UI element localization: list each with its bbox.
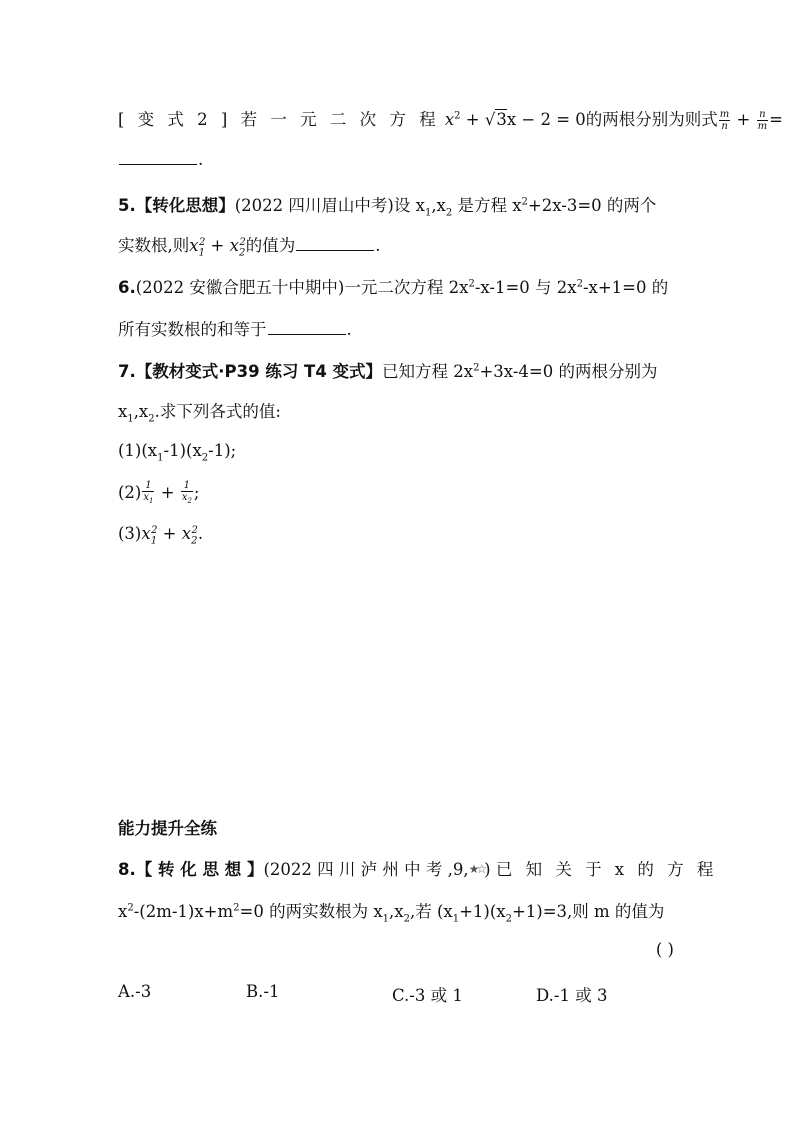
choice-d[interactable]: D.-1 或 3 [536,986,608,1005]
variant2-eq-plus: + [460,110,485,129]
q7-number: 7. [118,362,136,381]
q8-line2g: +1)=3,则 m 的值为 [511,902,665,921]
q8-source-b: ) [484,860,491,879]
variant2-equals: = [769,110,783,129]
q7-tag: 【教材变式·P39 练习 T4 变式】 [135,362,383,381]
q6-line1: 6.(2022 安徽合肥五十中期中)一元二次方程 $2x^2-x-1=0$ 与 $2x^2-x+1=0$ 的 [118,278,669,297]
q5-sub1: 1 [424,207,432,219]
q7-line2c: .求下列各式的值: [154,402,281,421]
q8-line2c: =0 的两实数根为 x [239,902,383,921]
answer-blank[interactable] [268,333,346,335]
q7-text1: 已知方程 2x [382,362,474,381]
answer-blank[interactable] [119,163,197,165]
q7-line2b: ,x [133,402,149,421]
q6-period: . [346,320,352,339]
q5-expr-x1: x [189,236,199,255]
q7-p3: (3) [118,524,142,543]
variant2-line [118,106,783,132]
q8-source-a: (2022 四 川 泸 州 中 考 ,9, [263,860,469,879]
fraction-1-x2: $\frac{1}{x_2}$ [181,480,192,505]
star-icon: ★☆ [468,862,485,876]
variant2-sup: 2 [454,110,461,122]
q5-text2: 是方程 x [452,196,522,215]
q5-expr-x2: x [229,236,239,255]
q7-p1c: -1); [208,441,237,460]
choice-a[interactable]: A.-3 [118,982,152,1001]
q8-line1 [118,856,717,880]
q6-line2: 所有实数根的和等于 [118,320,267,339]
q7-line2: $x_1,x_2$.求下列各式的值: [118,402,281,425]
q5-line2a: 实数根,则 [118,236,190,255]
q6-line2 [118,316,352,340]
fraction-n-m: $\frac{n}{m}$ [757,109,768,132]
q7-line1: 7.【教材变式·P39 练习 T4 变式】已知方程 $2x^2+3x-4=0$ 的两根分别为 [118,362,658,381]
q5-sup: 2 [521,196,528,208]
variant2-eq-rest: x − 2 = 0 [506,110,586,129]
q8-tag: 【 转 化 思 想 】 [135,860,264,879]
q7-expr: $x_1^2 + x_2^2$ [141,524,198,547]
q5-line1 [118,192,656,218]
q5-text3: +2x-3=0 的两个 [527,196,657,215]
q5-sub2: 2 [445,207,453,219]
q5-line2 [118,232,380,258]
q6-text3: -x+1=0 的 [582,278,669,297]
q7-p2: (2) [118,483,142,502]
variant2-tail: 则式 [684,110,718,129]
variant2-frac-plus: + [731,110,756,129]
q6-text2: -x-1=0 与 2x [474,278,577,297]
sqrt-symbol: √3 [484,110,507,129]
q5-comma: ,x [431,196,446,215]
q5-tag: 【转化思想】 [135,196,235,215]
choice-c[interactable]: C.-3 或 1 [392,986,463,1005]
q6-source: (2022 安徽合肥五十中期中) [135,278,345,297]
choice-b[interactable]: B.-1 [246,982,280,1001]
fraction-m-n: $\frac{m}{n}$ [719,109,730,132]
answer-paren[interactable]: ( ) [655,940,674,959]
variant2-eq-x: x [444,110,455,129]
q8-line2: $x^2-(2m-1)x+m^2=0$ 的两实数根为 $x_1,x_2$,若 $(x_1+1)(x_2+1)=3$,则 m 的值为 [118,902,665,925]
q7-part1: $(1)(x_1-1)(x_2-1)$; [118,441,237,464]
answer-blank[interactable] [296,249,374,251]
q8-line2a: x [118,902,128,921]
q7-p1: (1)(x [118,441,158,460]
sqrt-radicand: 3 [496,110,507,129]
q5-line2b: 的值为 [245,236,296,255]
variant2-period: . [198,150,204,169]
q7-text2: +3x-4=0 的两根分别为 [479,362,658,381]
q7-line2: x [118,402,128,421]
q7-p1b: -1)(x [163,441,202,460]
q5-expr: $x_1^2 + x_2^2$ [189,236,246,259]
q6-number: 6. [118,278,136,297]
section-title: 能力提升全练 [118,819,217,838]
q8-line2f: +1)(x [459,902,506,921]
q8-line2b: -(2m-1)x+m [133,902,234,921]
q7-p2end: ; [193,483,200,502]
q8-line2e: ,若 (x [409,902,453,921]
q5-number: 5. [118,196,136,215]
q5-source: (2022 四川眉山中考) [234,196,394,215]
q6-text1: 一元二次方程 2x [344,278,469,297]
variant2-suffix: 的两根分别为 [585,110,685,129]
q7-part3 [118,524,203,546]
q8-text1: 已 知 关 于 x 的 方 程 [495,860,718,879]
q5-period: . [375,236,381,255]
q7-part2: (2) $\frac{1}{x_1}$ + $\frac{1}{x_2}$ ; [118,480,200,505]
q8-number: 8. [118,860,136,879]
q8-line2d: ,x [389,902,404,921]
variant2-answer-line [118,150,203,169]
fraction-1-x1: $\frac{1}{x_1}$ [143,480,154,505]
q7-p3end: . [197,524,204,543]
q5-text1: 设 x [393,196,425,215]
variant2-prefix: [ 变 式 2 ] 若 一 元 二 次 方 程 [118,110,440,129]
